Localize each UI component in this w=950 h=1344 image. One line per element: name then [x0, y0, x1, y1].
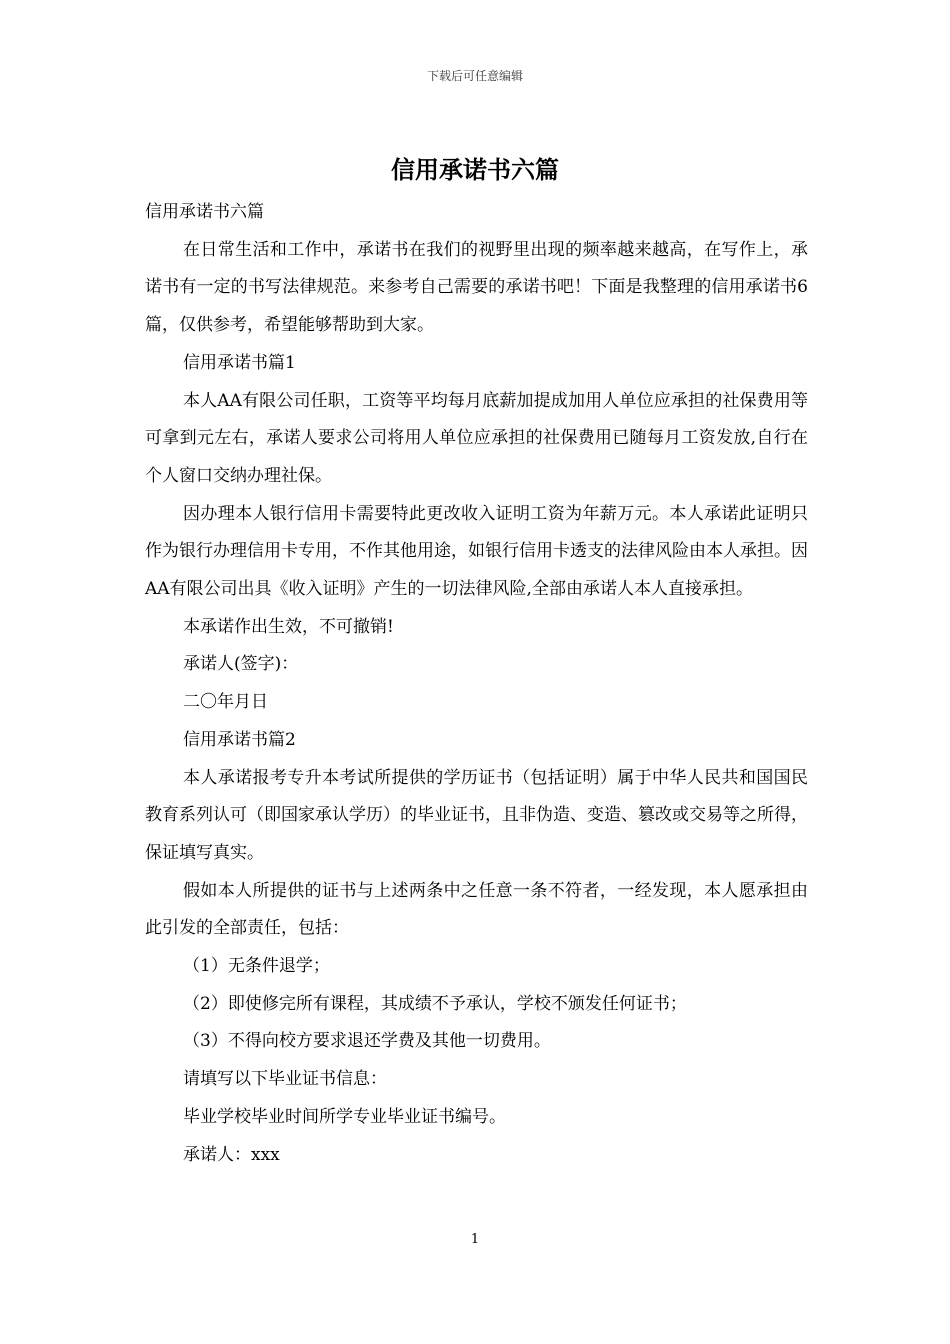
list-item: （3）不得向校方要求退还学费及其他一切费用。: [183, 1031, 551, 1052]
document-body: [145, 194, 808, 1174]
list-item: （2）即使修完所有课程，其成绩不予承认，学校不颁发任何证书；: [183, 993, 687, 1014]
section-heading: 信用承诺书篇2: [183, 729, 296, 750]
paragraph: 假如本人所提供的证书与上述两条中之任意一条不符者，一经发现，本人愿承担由此引发的全部责任，包括：: [145, 880, 808, 939]
signature-line: 承诺人(签字)：: [183, 654, 299, 675]
date-line: 二〇年月日: [183, 692, 268, 713]
header-note: 下载后可任意编辑: [426, 69, 523, 83]
section-heading: 信用承诺书篇1: [183, 352, 296, 373]
paragraph: 请填写以下毕业证书信息：: [183, 1069, 387, 1090]
page-number: 1: [470, 1232, 480, 1247]
paragraph: 在日常生活和工作中，承诺书在我们的视野里出现的频率越来越高，在写作上，承诺书有一定的书写法律规范。来参考自己需要的承诺书吧！下面是我整理的信用承诺书6篇，仅供参考，希望能够帮助到大家。: [145, 239, 808, 336]
document-title: 信用承诺书六篇: [391, 155, 559, 184]
list-item: （1）无条件退学；: [183, 956, 330, 977]
paragraph: 信用承诺书六篇: [145, 202, 264, 222]
paragraph: 因办理本人银行信用卡需要特此更改收入证明工资为年薪万元。本人承诺此证明只作为银行办理信用卡专用，不作其他用途，如银行信用卡透支的法律风险由本人承担。因AA有限公司出具《收入证明》产生的一切法律风险,全部由承诺人本人直接承担。: [145, 503, 808, 600]
paragraph: 毕业学校毕业时间所学专业毕业证书编号。: [183, 1106, 506, 1127]
signature-line: 承诺人：xxx: [183, 1144, 280, 1165]
paragraph: 本人承诺报考专升本考试所提供的学历证书（包括证明）属于中华人民共和国国民教育系列认可（即国家承认学历）的毕业证书，且非伪造、变造、篡改或交易等之所得，保证填写真实。: [145, 767, 808, 863]
paragraph: 本人AA有限公司任职，工资等平均每月底薪加提成加用人单位应承担的社保费用等可拿到元左右，承诺人要求公司将用人单位应承担的社保费用已随每月工资发放,自行在个人窗口交纳办理社保。: [145, 390, 808, 486]
paragraph: 本承诺作出生效，不可撤销!: [183, 616, 394, 637]
